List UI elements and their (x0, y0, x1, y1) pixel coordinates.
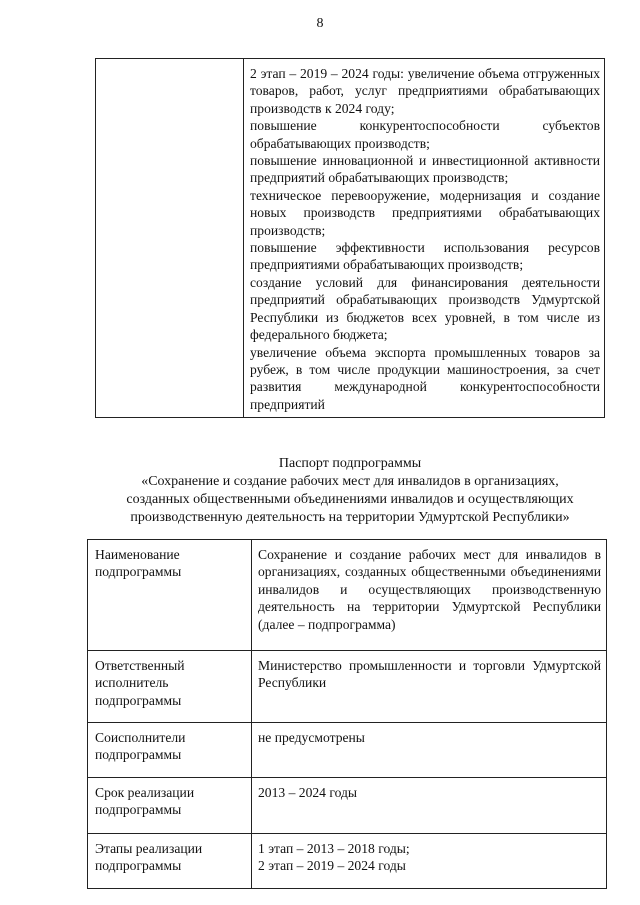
row-label: Срок реализации подпрограммы (88, 778, 252, 834)
subprogram-name-line: «Сохранение и создание рабочих мест для инвалидов в организациях, (141, 474, 559, 489)
row-value: Сохранение и создание рабочих мест для инвалидов в организациях, созданных общественными объединениями инвалидов и осуществляющих производственную деятельность на территории Удмуртской Республики (далее – подпрограмма) (252, 540, 607, 651)
row-label: Этапы реализации подпрограммы (88, 834, 252, 889)
goal-paragraph: увеличение объема экспорта промышленных товаров за рубеж, в том числе продукции машиностроения, за счет развития международной конкурентоспособности предприятий (250, 344, 600, 412)
row-value (252, 834, 607, 889)
subprogram-name-line: созданных общественными объединениями инвалидов и осуществляющих (126, 492, 574, 507)
passport-title: Паспорт подпрограммы (278, 456, 422, 471)
table-row (88, 834, 607, 889)
goal-paragraph: повышение инновационной и инвестиционной активности предприятий обрабатывающих производств; (250, 153, 600, 186)
table-row (88, 540, 607, 651)
goal-paragraph: создание условий для финансирования деятельности предприятий обрабатывающих производств Удмуртской Республики из бюджетов всех уровней, в том числе из федерального бюджета; (250, 274, 600, 343)
stage-line: 2 этап – 2019 – 2024 годы (258, 858, 406, 874)
row-value: Министерство промышленности и торговли Удмуртской Республики (252, 651, 607, 723)
row-label: Соисполнители подпрограммы (88, 723, 252, 778)
row-label: Наименование подпрограммы (88, 540, 252, 651)
row-label: Ответственный исполнитель подпрограммы (88, 651, 252, 723)
table-row (88, 723, 607, 778)
goal-paragraph: 2 этап – 2019 – 2024 годы: увеличение объема отгруженных товаров, работ, услуг предприятиями обрабатывающих производств к 2024 году; (250, 66, 600, 116)
goal-paragraph: повышение эффективности использования ресурсов предприятиями обрабатывающих производств; (250, 240, 600, 273)
stage2-goals-table (95, 58, 605, 418)
goal-paragraph: повышение конкурентоспособности субъектов обрабатывающих производств; (250, 118, 600, 151)
page-number: 8 (316, 16, 324, 31)
table-row (88, 651, 607, 723)
row-value: не предусмотрены (252, 723, 607, 778)
stage-line: 1 этап – 2013 – 2018 годы; (258, 841, 410, 856)
passport-table (87, 539, 607, 889)
empty-label-cell (96, 59, 244, 418)
passport-heading (95, 455, 605, 527)
subprogram-name-line: производственную деятельность на территории Удмуртской Республики» (130, 510, 570, 525)
stage2-goals-cell (244, 59, 605, 418)
table-row (88, 778, 607, 834)
goal-paragraph: техническое перевооружение, модернизация и создание новых производств предприятиями обрабатывающих производств; (250, 187, 600, 238)
row-value: 2013 – 2024 годы (252, 778, 607, 834)
